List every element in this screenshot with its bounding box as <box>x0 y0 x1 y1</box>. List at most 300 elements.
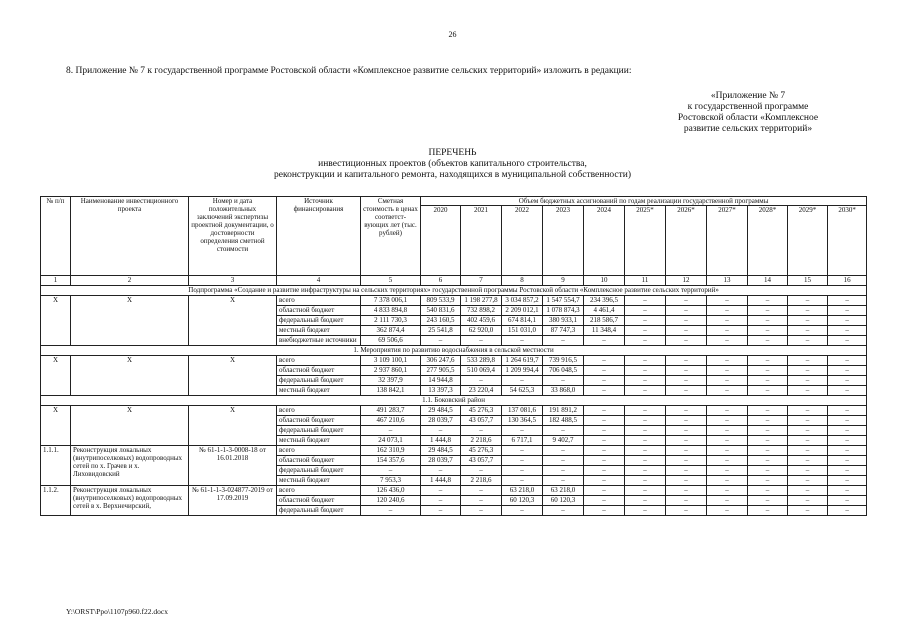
value-cell: 32 397,9 <box>361 376 421 386</box>
value-cell: 28 039,7 <box>421 456 461 466</box>
table-row <box>41 356 867 366</box>
dash-cell: – <box>584 406 625 416</box>
value-cell: 28 039,7 <box>421 416 461 426</box>
value-cell: 218 586,7 <box>584 316 625 326</box>
value-cell: 137 081,6 <box>502 406 543 416</box>
dash-cell: – <box>666 466 707 476</box>
dash-cell: – <box>584 466 625 476</box>
value-cell: 1 547 554,7 <box>543 296 584 306</box>
dash-cell: – <box>707 496 748 506</box>
col-number: 10 <box>584 276 625 286</box>
heading-line: инвестиционных проектов (объектов капитального строительства, <box>318 159 587 169</box>
dash-cell: – <box>788 456 828 466</box>
header-cost: Сметная стоимость в ценах соответст-вующих лет (тыс. рублей) <box>361 197 421 276</box>
dash-cell: – <box>584 426 625 436</box>
dash-cell: – <box>625 446 666 456</box>
dash-cell: – <box>707 406 748 416</box>
value-cell: 11 348,4 <box>584 326 625 336</box>
section-title: 1. Мероприятия по развитию водоснабжения в сельской местности <box>41 346 867 356</box>
value-cell: 2 209 012,1 <box>502 306 543 316</box>
source-label: федеральный бюджет <box>277 316 361 326</box>
col-number: 3 <box>189 276 277 286</box>
dash-cell: – <box>502 446 543 456</box>
header-expertise: Номер и дата положительных заключений экспертизы проектной документации, о достоверности определения сметной стоимости <box>189 197 277 276</box>
dash-cell: – <box>666 306 707 316</box>
dash-cell: – <box>828 436 867 446</box>
col-number: 8 <box>502 276 543 286</box>
source-label: областной бюджет <box>277 496 361 506</box>
source-label: внебюджетные источники <box>277 336 361 346</box>
dash-cell: – <box>625 306 666 316</box>
value-cell: 243 160,5 <box>421 316 461 326</box>
dash-cell: – <box>707 436 748 446</box>
value-cell: 1 444,8 <box>421 476 461 486</box>
value-cell: 60 120,3 <box>502 496 543 506</box>
dash-cell: – <box>788 406 828 416</box>
dash-cell: – <box>748 386 788 396</box>
dash-cell: – <box>707 446 748 456</box>
dash-cell: – <box>828 366 867 376</box>
dash-cell: – <box>584 456 625 466</box>
dash-cell: – <box>828 296 867 306</box>
value-cell: 45 276,3 <box>461 446 502 456</box>
dash-cell: – <box>788 466 828 476</box>
dash-cell: – <box>421 486 461 496</box>
value-cell: 533 289,8 <box>461 356 502 366</box>
value-cell: 13 397,3 <box>421 386 461 396</box>
dash-cell: – <box>707 316 748 326</box>
dash-cell: – <box>666 386 707 396</box>
dash-cell: – <box>748 336 788 346</box>
value-cell: 1 264 619,7 <box>502 356 543 366</box>
value-cell: 739 916,5 <box>543 356 584 366</box>
dash-cell: – <box>666 456 707 466</box>
dash-cell: – <box>625 476 666 486</box>
value-cell: 126 436,0 <box>361 486 421 496</box>
dash-cell: – <box>502 466 543 476</box>
dash-cell: – <box>625 506 666 516</box>
source-label: всего <box>277 446 361 456</box>
project-name: Реконструкция локальных (внутрипоселковых) водопроводных сетей в х. Верхнечирский, <box>71 486 189 516</box>
dash-cell: – <box>748 416 788 426</box>
appendix-line: к государственной программе <box>687 102 809 112</box>
value-cell: 3 109 100,1 <box>361 356 421 366</box>
dash-cell: – <box>543 426 584 436</box>
dash-cell: – <box>666 296 707 306</box>
dash-cell: – <box>748 356 788 366</box>
value-cell: 4 461,4 <box>584 306 625 316</box>
dash-cell: – <box>828 426 867 436</box>
value-cell: 540 831,6 <box>421 306 461 316</box>
cell-x: X <box>189 296 277 346</box>
source-label: федеральный бюджет <box>277 466 361 476</box>
value-cell: 33 868,0 <box>543 386 584 396</box>
value-cell: 63 218,0 <box>543 486 584 496</box>
col-number: 4 <box>277 276 361 286</box>
value-cell: 1 078 874,3 <box>543 306 584 316</box>
table-row <box>41 486 867 496</box>
dash-cell: – <box>461 376 502 386</box>
dash-cell: – <box>625 466 666 476</box>
dash-cell: – <box>666 476 707 486</box>
dash-cell: – <box>625 436 666 446</box>
header-year: 2026* <box>666 206 707 276</box>
dash-cell: – <box>625 456 666 466</box>
dash-cell: – <box>707 326 748 336</box>
dash-cell: – <box>502 426 543 436</box>
dash-cell: – <box>461 486 502 496</box>
value-cell: 2 218,6 <box>461 476 502 486</box>
dash-cell: – <box>707 416 748 426</box>
dash-cell: – <box>421 426 461 436</box>
section-row <box>41 396 867 406</box>
dash-cell: – <box>584 476 625 486</box>
value-cell: 43 057,7 <box>461 456 502 466</box>
value-cell: 191 891,2 <box>543 406 584 416</box>
table-row <box>41 446 867 456</box>
cell-x: X <box>189 356 277 396</box>
dash-cell: – <box>666 496 707 506</box>
value-cell: 151 031,0 <box>502 326 543 336</box>
section-title: 1.1. Боковский район <box>41 396 867 406</box>
value-cell: 45 276,3 <box>461 406 502 416</box>
value-cell: 62 920,0 <box>461 326 502 336</box>
dash-cell: – <box>625 366 666 376</box>
value-cell: 9 402,7 <box>543 436 584 446</box>
dash-cell: – <box>361 506 421 516</box>
dash-cell: – <box>788 386 828 396</box>
value-cell: 674 814,1 <box>502 316 543 326</box>
value-cell: 1 209 994,4 <box>502 366 543 376</box>
value-cell: 182 488,5 <box>543 416 584 426</box>
value-cell: 491 283,7 <box>361 406 421 416</box>
source-label: местный бюджет <box>277 436 361 446</box>
project-number: 1.1.1. <box>41 446 71 486</box>
dash-cell: – <box>666 426 707 436</box>
dash-cell: – <box>361 426 421 436</box>
value-cell: 29 484,5 <box>421 446 461 456</box>
dash-cell: – <box>461 336 502 346</box>
appendix-line: развитие сельских территорий» <box>683 124 813 134</box>
source-label: всего <box>277 486 361 496</box>
project-name: Реконструкция локальных (внутрипоселковых) водопроводных сетей по х. Грачев и х. Лиховидовский <box>71 446 189 486</box>
value-cell: 162 310,9 <box>361 446 421 456</box>
dash-cell: – <box>748 466 788 476</box>
dash-cell: – <box>707 486 748 496</box>
cell-x: X <box>189 406 277 446</box>
cell-x: X <box>41 296 71 346</box>
col-number: 13 <box>707 276 748 286</box>
value-cell: 467 210,6 <box>361 416 421 426</box>
dash-cell: – <box>788 476 828 486</box>
dash-cell: – <box>707 476 748 486</box>
dash-cell: – <box>828 446 867 456</box>
col-number: 12 <box>666 276 707 286</box>
dash-cell: – <box>584 486 625 496</box>
dash-cell: – <box>748 476 788 486</box>
source-label: федеральный бюджет <box>277 506 361 516</box>
dash-cell: – <box>461 496 502 506</box>
source-label: областной бюджет <box>277 366 361 376</box>
dash-cell: – <box>666 326 707 336</box>
dash-cell: – <box>788 436 828 446</box>
value-cell: 60 120,3 <box>543 496 584 506</box>
header-year: 2022 <box>502 206 543 276</box>
dash-cell: – <box>707 466 748 476</box>
value-cell: 306 247,6 <box>421 356 461 366</box>
dash-cell: – <box>502 476 543 486</box>
source-label: всего <box>277 406 361 416</box>
dash-cell: – <box>625 426 666 436</box>
dash-cell: – <box>421 496 461 506</box>
value-cell: 2 218,6 <box>461 436 502 446</box>
dash-cell: – <box>502 336 543 346</box>
value-cell: 63 218,0 <box>502 486 543 496</box>
dash-cell: – <box>748 366 788 376</box>
col-number: 6 <box>421 276 461 286</box>
dash-cell: – <box>707 426 748 436</box>
dash-cell: – <box>502 456 543 466</box>
source-label: федеральный бюджет <box>277 426 361 436</box>
value-cell: 732 898,2 <box>461 306 502 316</box>
dash-cell: – <box>748 316 788 326</box>
header-year: 2021 <box>461 206 502 276</box>
dash-cell: – <box>543 376 584 386</box>
header-year: 2029* <box>788 206 828 276</box>
dash-cell: – <box>625 356 666 366</box>
col-number: 15 <box>788 276 828 286</box>
table-row <box>41 296 867 306</box>
subprogram-title: Подпрограмма «Создание и развитие инфраструктуры на сельских территориях» государственной программы Ростовской области «Комплексное развитие сельских территорий» <box>41 286 867 296</box>
project-number: 1.1.2. <box>41 486 71 516</box>
dash-cell: – <box>543 456 584 466</box>
header-source: Источник финансирования <box>277 197 361 276</box>
dash-cell: – <box>828 466 867 476</box>
value-cell: 2 111 730,3 <box>361 316 421 326</box>
dash-cell: – <box>748 306 788 316</box>
dash-cell: – <box>788 356 828 366</box>
dash-cell: – <box>666 356 707 366</box>
dash-cell: – <box>666 336 707 346</box>
dash-cell: – <box>666 486 707 496</box>
dash-cell: – <box>666 366 707 376</box>
value-cell: 6 717,1 <box>502 436 543 446</box>
dash-cell: – <box>421 466 461 476</box>
cell-x: X <box>71 406 189 446</box>
dash-cell: – <box>666 506 707 516</box>
dash-cell: – <box>625 496 666 506</box>
dash-cell: – <box>666 436 707 446</box>
source-label: местный бюджет <box>277 326 361 336</box>
dash-cell: – <box>788 506 828 516</box>
col-number: 14 <box>748 276 788 286</box>
dash-cell: – <box>828 386 867 396</box>
value-cell: 25 541,8 <box>421 326 461 336</box>
source-label: местный бюджет <box>277 386 361 396</box>
dash-cell: – <box>748 446 788 456</box>
dash-cell: – <box>707 386 748 396</box>
col-number: 5 <box>361 276 421 286</box>
col-number: 11 <box>625 276 666 286</box>
value-cell: 7 953,3 <box>361 476 421 486</box>
header-year: 2024 <box>584 206 625 276</box>
dash-cell: – <box>748 376 788 386</box>
dash-cell: – <box>828 326 867 336</box>
dash-cell: – <box>707 376 748 386</box>
dash-cell: – <box>461 426 502 436</box>
table-row <box>41 406 867 416</box>
dash-cell: – <box>788 376 828 386</box>
section-row <box>41 346 867 356</box>
col-number: 2 <box>71 276 189 286</box>
dash-cell: – <box>543 446 584 456</box>
source-label: областной бюджет <box>277 416 361 426</box>
dash-cell: – <box>828 496 867 506</box>
value-cell: 29 484,5 <box>421 406 461 416</box>
value-cell: 87 747,3 <box>543 326 584 336</box>
header-no: № п/п <box>41 197 71 276</box>
dash-cell: – <box>707 336 748 346</box>
dash-cell: – <box>584 336 625 346</box>
dash-cell: – <box>828 356 867 366</box>
header-year: 2028* <box>748 206 788 276</box>
dash-cell: – <box>788 366 828 376</box>
value-cell: 69 506,6 <box>361 336 421 346</box>
dash-cell: – <box>584 356 625 366</box>
dash-cell: – <box>748 496 788 506</box>
dash-cell: – <box>748 326 788 336</box>
value-cell: 23 220,4 <box>461 386 502 396</box>
value-cell: 362 874,4 <box>361 326 421 336</box>
dash-cell: – <box>584 506 625 516</box>
value-cell: 510 069,4 <box>461 366 502 376</box>
dash-cell: – <box>625 296 666 306</box>
dash-cell: – <box>748 486 788 496</box>
dash-cell: – <box>788 306 828 316</box>
cell-x: X <box>71 296 189 346</box>
dash-cell: – <box>584 496 625 506</box>
dash-cell: – <box>707 356 748 366</box>
dash-cell: – <box>625 416 666 426</box>
dash-cell: – <box>625 326 666 336</box>
dash-cell: – <box>748 296 788 306</box>
header-year: 2027* <box>707 206 748 276</box>
value-cell: 809 533,9 <box>421 296 461 306</box>
source-label: федеральный бюджет <box>277 376 361 386</box>
dash-cell: – <box>788 336 828 346</box>
source-label: всего <box>277 356 361 366</box>
dash-cell: – <box>828 476 867 486</box>
dash-cell: – <box>748 436 788 446</box>
header-name: Наименование инвестиционного проекта <box>71 197 189 276</box>
dash-cell: – <box>543 476 584 486</box>
appendix-line: «Приложение № 7 <box>710 91 786 101</box>
value-cell: 1 198 277,8 <box>461 296 502 306</box>
value-cell: 54 625,3 <box>502 386 543 396</box>
dash-cell: – <box>461 506 502 516</box>
dash-cell: – <box>666 316 707 326</box>
dash-cell: – <box>625 316 666 326</box>
project-expertise: № 61-1-1-3-024877-2019 от 17.09.2019 <box>189 486 277 516</box>
value-cell: 234 396,5 <box>584 296 625 306</box>
value-cell: 3 034 857,2 <box>502 296 543 306</box>
cell-x: X <box>41 406 71 446</box>
dash-cell: – <box>748 406 788 416</box>
dash-cell: – <box>543 336 584 346</box>
value-cell: 380 933,1 <box>543 316 584 326</box>
value-cell: 154 357,6 <box>361 456 421 466</box>
source-label: всего <box>277 296 361 306</box>
value-cell: 1 444,8 <box>421 436 461 446</box>
value-cell: 24 073,1 <box>361 436 421 446</box>
value-cell: 7 378 006,1 <box>361 296 421 306</box>
dash-cell: – <box>421 336 461 346</box>
subprogram-row <box>41 286 867 296</box>
cell-x: X <box>41 356 71 396</box>
dash-cell: – <box>828 506 867 516</box>
dash-cell: – <box>707 456 748 466</box>
investment-projects-table <box>40 196 867 516</box>
dash-cell: – <box>788 446 828 456</box>
cell-x: X <box>71 356 189 396</box>
dash-cell: – <box>707 306 748 316</box>
dash-cell: – <box>421 506 461 516</box>
source-label: областной бюджет <box>277 456 361 466</box>
heading-title: ПЕРЕЧЕНЬ <box>428 148 477 158</box>
dash-cell: – <box>666 446 707 456</box>
col-number: 16 <box>828 276 867 286</box>
dash-cell: – <box>543 506 584 516</box>
dash-cell: – <box>748 506 788 516</box>
value-cell: 138 842,1 <box>361 386 421 396</box>
dash-cell: – <box>584 386 625 396</box>
dash-cell: – <box>666 406 707 416</box>
dash-cell: – <box>625 376 666 386</box>
dash-cell: – <box>584 446 625 456</box>
dash-cell: – <box>625 386 666 396</box>
value-cell: 277 905,5 <box>421 366 461 376</box>
dash-cell: – <box>828 306 867 316</box>
document-heading <box>0 148 905 181</box>
dash-cell: – <box>707 506 748 516</box>
dash-cell: – <box>584 416 625 426</box>
dash-cell: – <box>828 336 867 346</box>
dash-cell: – <box>361 466 421 476</box>
dash-cell: – <box>828 316 867 326</box>
appendix-header <box>663 91 833 135</box>
dash-cell: – <box>543 466 584 476</box>
dash-cell: – <box>707 296 748 306</box>
dash-cell: – <box>707 366 748 376</box>
dash-cell: – <box>788 486 828 496</box>
dash-cell: – <box>788 316 828 326</box>
source-label: местный бюджет <box>277 476 361 486</box>
dash-cell: – <box>788 416 828 426</box>
dash-cell: – <box>828 456 867 466</box>
header-year: 2030* <box>828 206 867 276</box>
col-number: 1 <box>41 276 71 286</box>
value-cell: 706 048,5 <box>543 366 584 376</box>
value-cell: 402 459,6 <box>461 316 502 326</box>
col-number: 9 <box>543 276 584 286</box>
header-volume: Объем бюджетных ассигнований по годам реализации государственной программы <box>421 197 867 206</box>
dash-cell: – <box>788 326 828 336</box>
heading-line: реконструкции и капитального ремонта, находящихся в муниципальной собственности) <box>273 170 632 180</box>
dash-cell: – <box>748 456 788 466</box>
dash-cell: – <box>788 296 828 306</box>
dash-cell: – <box>828 376 867 386</box>
header-year: 2025* <box>625 206 666 276</box>
